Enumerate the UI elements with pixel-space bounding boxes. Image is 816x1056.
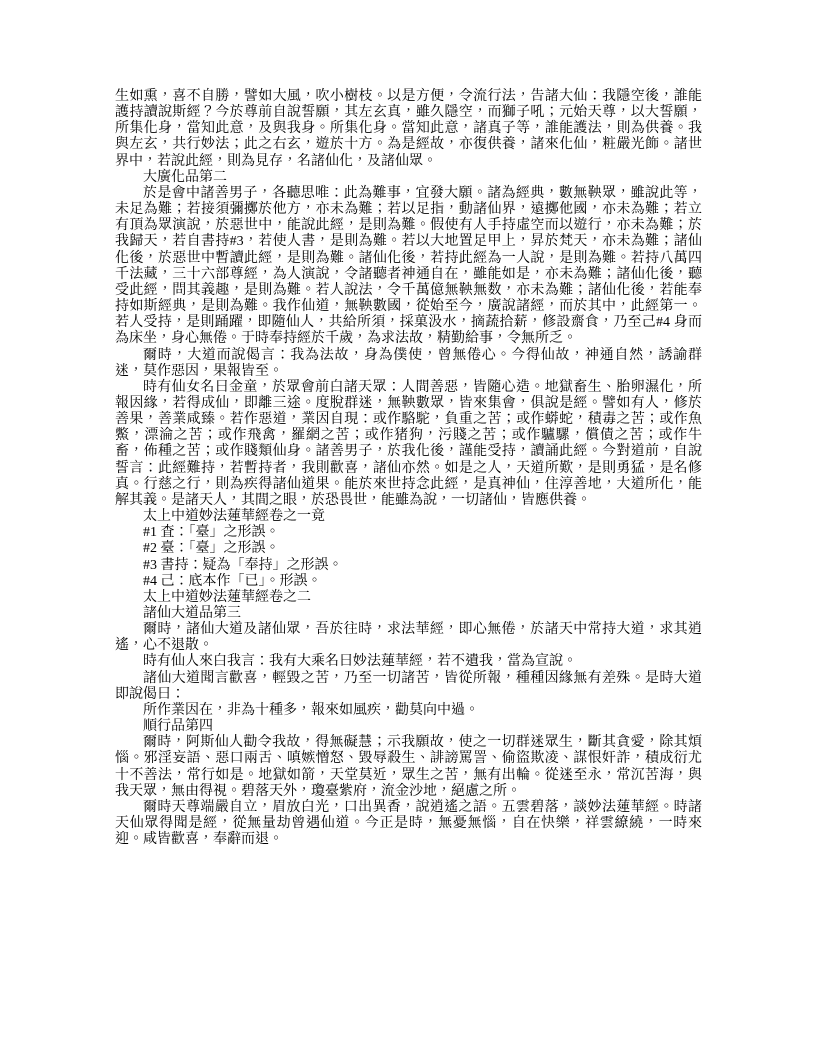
section-heading: 順行品第四: [143, 719, 213, 735]
paragraph: 爾時，諸仙大道及諸仙眾，吾於往時，求法華經，即心無倦，於諸天中常持大道，求其逍遙，心不退散。: [115, 622, 702, 654]
section-heading: 諸仙大道品第三: [143, 606, 241, 621]
paragraph: 爾時，阿斯仙人勸令我故，得無礙慧；示我願故，使之一切群迷眾生，斷其貪愛，除其煩惱。邪淫妄語、惡口兩舌、嗔嫉憎怒、毀辱殺生、誹謗罵詈、偷盜欺凌、謀恨奸詐，積成衍尤十不善法，常行如是。地獄如箭，天堂莫近，眾生之苦，無有出輪。從迷至永，常沉苦海，與我天眾，無由得視。碧落天外，瓊臺紫府，流金沙地，絕慮之所。: [115, 735, 702, 799]
paragraph: 時有仙人來白我言：我有大乘名曰妙法蓮華經，若不遺我，當為宣說。: [143, 654, 577, 670]
footnote: #1 査：「臺」之形誤。: [143, 525, 280, 541]
section-heading: 大廣化品第二: [143, 169, 227, 185]
paragraph: 於是會中諸善男子，各聽思唯：此為難事，宜發大願。諸為經典，數無鞅眾，雖說此等，未足為難；若接須彌擲於他方，亦未為難；若以足指，動諸仙界，遠擲他國，亦未為難；若立有頂為眾演說，於惡世中，能說此經，是則為難。假使有人手持虛空而以遊行，亦未為難；於我歸天，若自書持#3，若使人書，是則為難。若以大地置足甲上，昇於梵天，亦未為難；諸仙化後，於惡世中暫讀此經，是則為難。諸仙化後，若持此經為一人說，是則為難。若持八萬四千法藏，三十六部尊經，為人演說，令諸聽者神通自在，雖能如是，亦未為難；諸仙化後，聽受此經，問其義趣，是則為難。若人說法，令千萬億無鞅無数，亦未為難；諸仙化後，若能奉持如斯經典，是則為難。我作仙道，無鞅數國，從始至今，廣說諸經，而於其中，此經第一。若人受持，是則踊躍，即隨仙人，共給所須，採菓汲水，摘蔬拾薪，修設齋食，乃至己#4 身而為床坐，身心無倦。于時奉持經於千歲，為求法故，精勤給事，令無所乏。: [115, 185, 702, 347]
footnote: #2 臺：「臺」之形誤。: [143, 541, 280, 557]
paragraph: 諸仙大道聞言歡喜，輕毀之苦，乃至一切諸苦，皆從所報，種種因緣無有差殊。是時大道即說偈曰：: [115, 670, 702, 702]
paragraph: 爾時天尊端嚴自立，眉放白光，口出異香，說逍遙之語。五雲碧落，談妙法蓮華經。時諸天仙眾得聞是經，從無量劫曾遇仙道。今正是時，無憂無惱，自在快樂，祥雲繚繞，一時來迎。咸皆歡喜，奉辭而退。: [115, 799, 702, 848]
volume-marker: 太上中道妙法蓮華經卷之一竟: [143, 509, 325, 525]
paragraph: 生如熏，喜不自勝，譬如大風，吹小樹枝。以是方便，令流行法，告諸大仙：我隱空後，誰能護持讀說斯經？今於尊前自說誓願，其左玄真，雖久隱空，而獅子吼；元始天尊，以大誓願，所集化身，當知此意，及與我身。所集化身。當知此意，諸真子等，誰能護法，則為供養。我與左玄，共行妙法；此之右玄，遊於十方。為是經故，亦復供養，諸來化仙，粧嚴光飾。諸世界中，若說此經，則為見存，名諸仙化，及諸仙眾。: [115, 89, 702, 169]
paragraph: 爾時，大道而說偈言：我為法故，身為僕使，曾無倦心。今得仙故，神通自然，誘諭群迷，莫作惡因，果報皆至。: [115, 347, 702, 379]
verse-line: 所作業因在，非為十種多，報來如風疾，勸莫向中過。: [143, 702, 479, 718]
footnote: #3 書持：疑為「奉持」之形誤。: [143, 557, 343, 573]
paragraph: 時有仙女名曰金童，於眾會前白諸天眾：人間善惡，皆隨心造。地獄畜生、胎卵濕化，所報因緣，若得成仙，即離三途。度脫群迷，無鞅數眾，皆來集會，俱說是經。譬如有人，修於善果，善業咸臻。若作惡道，業因自現：或作駱駝，負重之苦；或作蟒蛇，積毒之苦；或作魚鱉，漂淪之苦；或作飛禽，羅網之苦；或作猪狗，污賤之苦；或作驢騾，償債之苦；或作牛畜，佈種之苦；或作賤類仙身。諸善男子，於我化後，謹能受持，讀誦此經。今對道前，自說誓言：此經難持，若暫持者，我則歡喜，諸仙亦然。如是之人，天道所歎，是則勇猛，是名修真。行慈之行，則為疾得諸仙道果。能於來世持念此經，是真神仙，住淳善地，大道所化，能解其義。是諸天人，其間之眼，於恐畏世，能雖為說，一切諸仙，皆應供養。: [115, 379, 702, 508]
footnote: #4 己：底本作「已」。形誤。: [143, 573, 322, 589]
volume-marker: 太上中道妙法蓮華經卷之二: [143, 589, 311, 605]
